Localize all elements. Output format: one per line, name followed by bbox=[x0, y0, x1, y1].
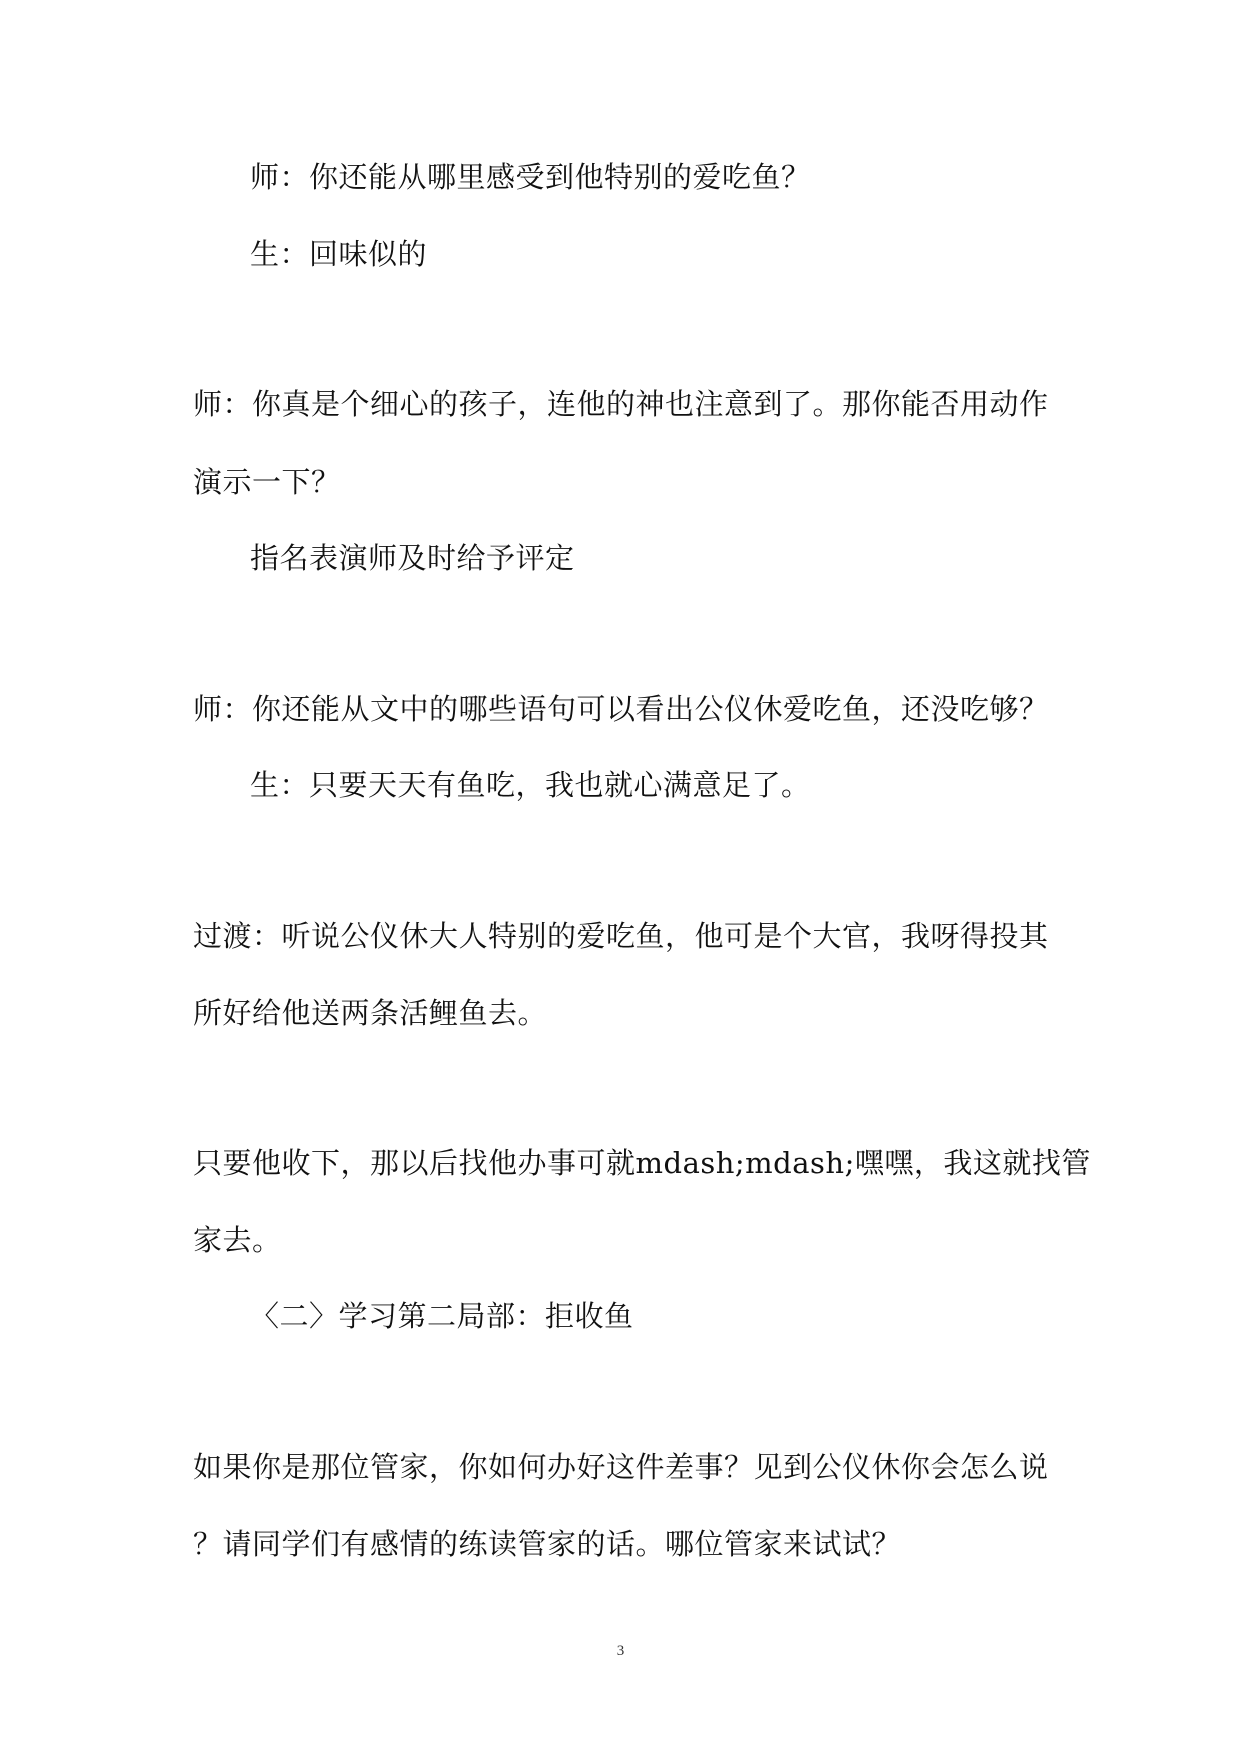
text-line: 生：只要天天有鱼吃，我也就心满意足了。 bbox=[250, 768, 811, 802]
text-line: 家去。 bbox=[193, 1223, 282, 1257]
text-line: 师：你还能从哪里感受到他特别的爱吃鱼？ bbox=[250, 160, 811, 194]
text-line: 师：你真是个细心的孩子，连他的神也注意到了。那你能否用动作 bbox=[193, 387, 1049, 421]
text-line: 只要他收下，那以后找他办事可就mdash;mdash;嘿嘿，我这就找管 bbox=[193, 1146, 1091, 1180]
text-line: 师：你还能从文中的哪些语句可以看出公仪休爱吃鱼，还没吃够？ bbox=[193, 692, 1049, 726]
text-line: 过渡：听说公仪休大人特别的爱吃鱼，他可是个大官，我呀得投其 bbox=[193, 919, 1049, 953]
page-number: 3 bbox=[616, 1643, 625, 1659]
text-line: ？请同学们有感情的练读管家的话。哪位管家来试试？ bbox=[193, 1527, 902, 1561]
text-line: 指名表演师及时给予评定 bbox=[250, 541, 575, 575]
section-heading: 〈二〉学习第二局部：拒收鱼 bbox=[250, 1299, 634, 1333]
text-line: 生：回味似的 bbox=[250, 237, 428, 271]
text-line: 如果你是那位管家，你如何办好这件差事？见到公仪休你会怎么说 bbox=[193, 1450, 1049, 1484]
text-line: 所好给他送两条活鲤鱼去。 bbox=[193, 996, 548, 1030]
text-line: 演示一下？ bbox=[193, 465, 341, 499]
